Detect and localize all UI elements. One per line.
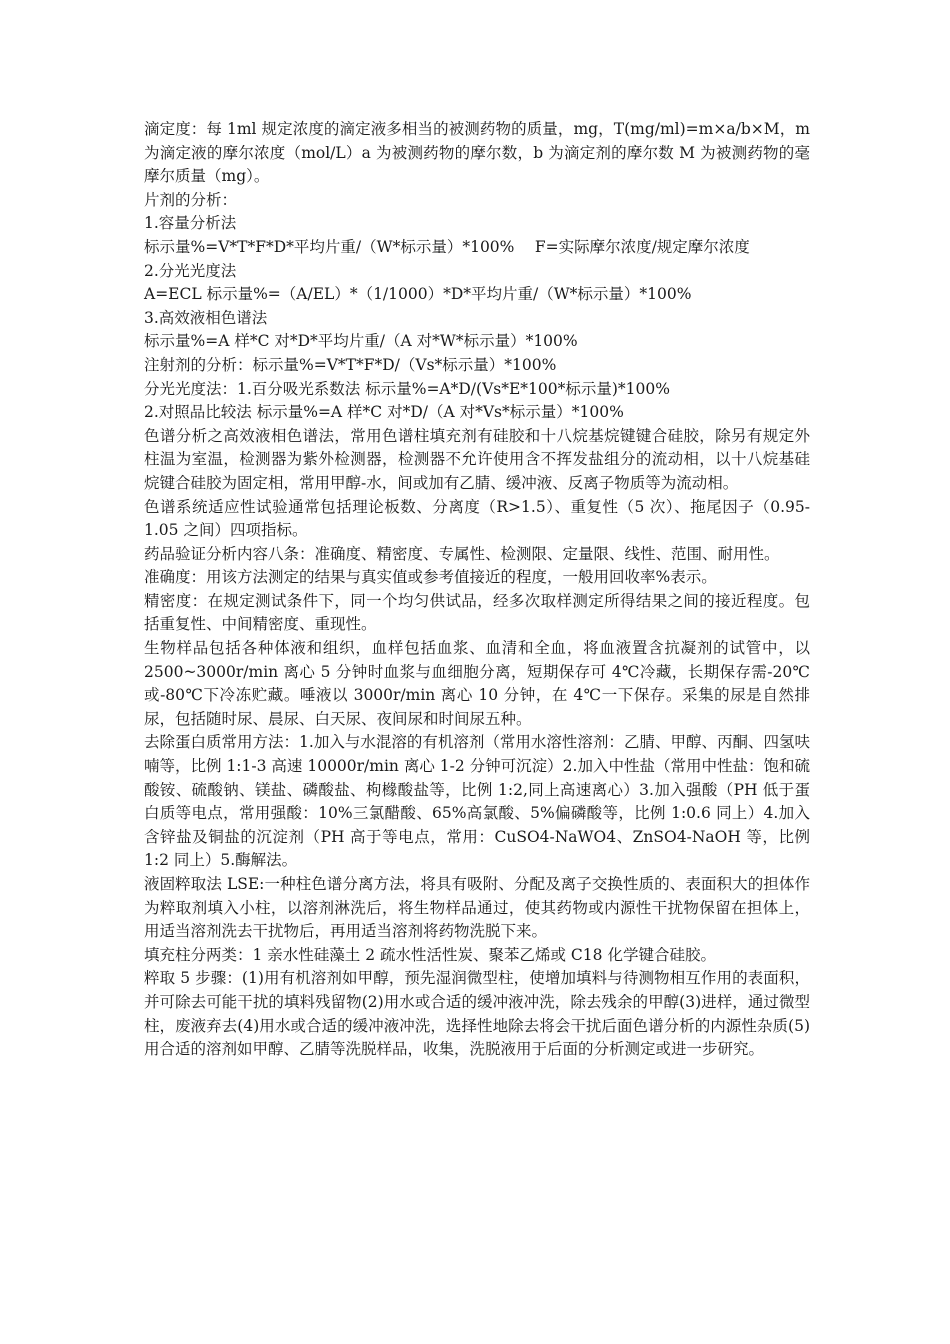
- paragraph-injection-analysis: 注射剂的分析：标示量%=V*T*F*D/（Vs*标示量）*100%: [144, 355, 557, 374]
- paragraph-volumetric-formula: 标示量%=V*T*F*D*平均片重/（W*标示量）*100% F=实际摩尔浓度/规定摩尔浓度: [144, 237, 750, 256]
- paragraph-volumetric-method: 1.容量分析法: [144, 214, 237, 233]
- paragraph-precision: 精密度：在规定测试条件下，同一个均匀供试品，经多次取样测定所得结果之间的接近程度。包括重复性、中间精密度、重现性。: [144, 591, 810, 634]
- paragraph-protein-removal: 去除蛋白质常用方法：1.加入与水混溶的有机溶剂（常用水溶性溶剂：乙腈、甲醇、丙酮、四氢呋喃等，比例 1:1-3 高速 10000r/min 离心 1-2 分钟可沉淀）2.加入中性盐（常用中性盐：饱和硫酸铵、硫酸钠、镁盐、磷酸盐、枸橼酸盐等，比例 1:2,同上高速离心）3.加入强酸（PH 低于蛋白质等电点，常用强酸：10%三氯醋酸、65%高氯酸、5%偏磷酸等，比例 1:0.6 同上）4.加入含锌盐及铜盐的沉淀剂（PH 高于等电点，常用：CuSO4-NaWO4、ZnSO4-NaOH 等，比例 1:2 同上）5.酶解法。: [144, 733, 810, 870]
- paragraph-biological-samples: 生物样品包括各种体液和组织，血样包括血浆、血清和全血，将血液置含抗凝剂的试管中，以 2500~3000r/min 离心 5 分钟时血浆与血细胞分离，短期保存可 4℃冷藏，长期保存需-20℃或-80℃下冷冻贮藏。唾液以 3000r/min 离心 10 分钟，在 4℃一下保存。采集的尿是自然排尿，包括随时尿、晨尿、白天尿、夜间尿和时间尿五种。: [144, 639, 810, 728]
- paragraph-validation-items: 药品验证分析内容八条：准确度、精密度、专属性、检测限、定量限、线性、范围、耐用性。: [144, 544, 780, 563]
- paragraph-packed-columns: 填充柱分两类：1 亲水性硅藻土 2 疏水性活性炭、聚苯乙烯或 C18 化学键合硅胶。: [144, 945, 716, 964]
- paragraph-lse: 液固粹取法 LSE:一种柱色谱分离方法，将具有吸附、分配及离子交换性质的、表面积大的担体作为粹取剂填入小柱，以溶剂淋洗后，将生物样品通过，使其药物或内源性干扰物保留在担体上，用适当溶剂洗去干扰物后，再用适当溶剂将药物洗脱下来。: [144, 875, 810, 941]
- paragraph-hplc: 3.高效液相色谱法: [144, 308, 268, 327]
- paragraph-hplc-chromatography: 色谱分析之高效液相色谱法，常用色谱柱填充剂有硅胶和十八烷基烷键键合硅胶，除另有规定外柱温为室温，检测器为紫外检测器，检测器不允许使用含不挥发盐组分的流动相，以十八烷基硅烷键合硅胶为固定相，常用甲醇-水，间或加有乙腈、缓冲液、反离子物质等为流动相。: [144, 426, 810, 492]
- paragraph-extraction-steps: 粹取 5 步骤：(1)用有机溶剂如甲醇，预先湿润微型柱，使增加填料与待测物相互作用的表面积，并可除去可能干扰的填料残留物(2)用水或合适的缓冲液冲洗，除去残余的甲醇(3)进样，通过微型柱，废液弃去(4)用水或合适的缓冲液冲洗，选择性地除去将会干扰后面色谱分析的内源性杂质(5)用合适的溶剂如甲醇、乙腈等洗脱样品，收集，洗脱液用于后面的分析测定或进一步研究。: [144, 969, 810, 1059]
- paragraph-titration-definition: 滴定度：每 1ml 规定浓度的滴定液多相当的被测药物的质量，mg，T(mg/ml)=m×a/b×M，m 为滴定液的摩尔浓度（mol/L）a 为被测药物的摩尔数，b 为滴定剂的摩尔数 M 为被测药物的毫摩尔质量（mg）。: [144, 120, 810, 186]
- paragraph-spectrophotometry-formula: A=ECL 标示量%=（A/EL）*（1/1000）*D*平均片重/（W*标示量）*100%: [144, 285, 692, 304]
- paragraph-hplc-formula: 标示量%=A 样*C 对*D*平均片重/（A 对*W*标示量）*100%: [144, 332, 578, 351]
- document-page: [144, 118, 810, 1062]
- paragraph-tablet-analysis: 片剂的分析：: [144, 190, 238, 209]
- paragraph-system-suitability: 色谱系统适应性试验通常包括理论板数、分离度（R>1.5）、重复性（5 次）、拖尾因子（0.95-1.05 之间）四项指标。: [144, 497, 810, 540]
- paragraph-absorbance-method: 分光光度法：1.百分吸光系数法 标示量%=A*D/(Vs*E*100*标示量)*100%: [144, 379, 670, 398]
- paragraph-spectrophotometry: 2.分光光度法: [144, 261, 237, 280]
- paragraph-reference-comparison: 2.对照品比较法 标示量%=A 样*C 对*D/（A 对*Vs*标示量）*100%: [144, 403, 624, 422]
- paragraph-accuracy: 准确度：用该方法测定的结果与真实值或参考值接近的程度，一般用回收率%表示。: [144, 568, 717, 587]
